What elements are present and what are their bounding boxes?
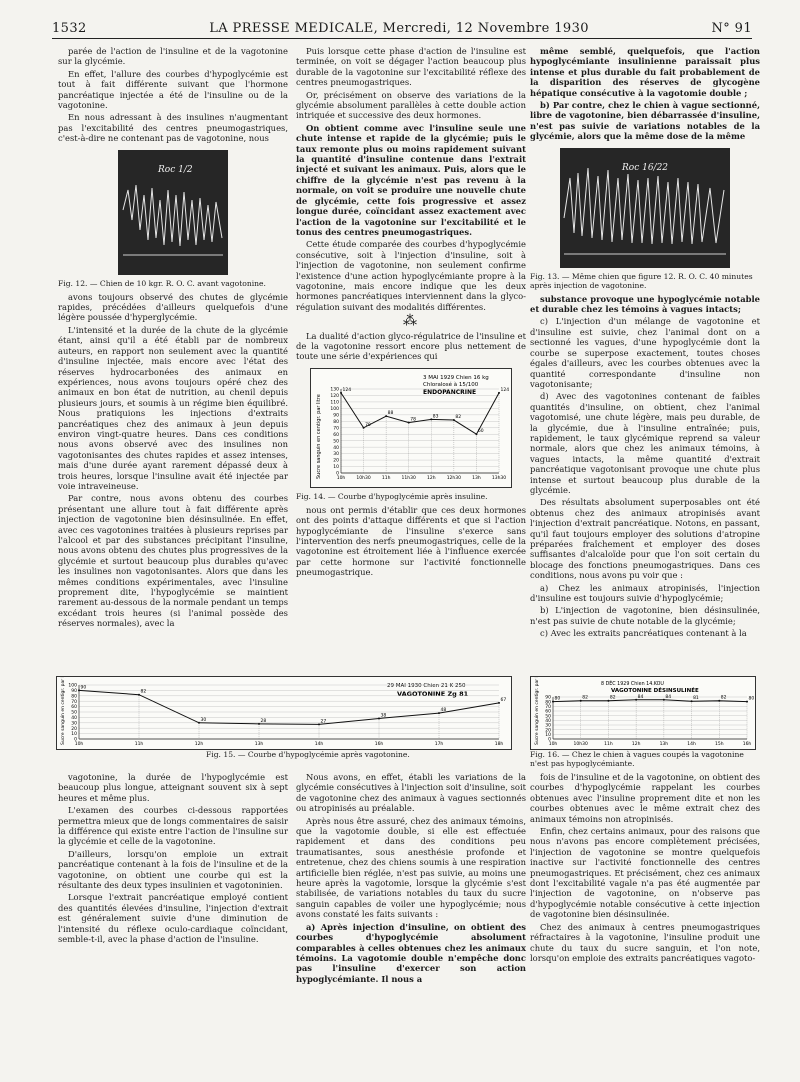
figure-14-product: ENDOPANCRINE: [423, 388, 477, 396]
paragraph: avons toujours observé des chutes de glycémie rapides, précédées d'ailleurs quelquefois d'une légère poussée d'hyperglycémie.: [58, 291, 288, 323]
fig14-data-label: 78: [410, 417, 416, 423]
fig15-x-tick: 18h: [494, 742, 504, 747]
fig15-y-tick: 60: [71, 705, 77, 711]
fig15-x-tick: 13h: [254, 742, 264, 747]
fig16-y-tick: 90: [545, 695, 551, 701]
paragraph: vagotonine, la durée de l'hypoglycémie est beaucoup plus longue, atteignant souvent six à sept heures et même plus.: [58, 772, 288, 803]
paragraph: Après nous être assuré, chez des animaux témoins, que la vagotomie double, si elle est effectuée rapidement et dans des conditions peu traumatisantes, sous anesthésie profonde et entretenue, chez des chiens soumis à une respiration artificielle bien réglée, n'est pas suivie, au moins une heure après la vagotomie, lorsque la glycémie s'est stabilisée, de variations notables du taux du sucre sanguin capables de voiler une hypoglycémie; nous avons constaté les faits suivants :: [296, 815, 526, 920]
fig15-y-tick: 70: [71, 699, 77, 705]
fig15-data-label: 67: [500, 697, 507, 703]
fig15-data-label: 28: [260, 718, 267, 724]
fig15-data-label: 82: [140, 689, 147, 695]
fig14-data-label: 60: [477, 429, 484, 435]
fig16-y-tick: 20: [545, 728, 551, 734]
fig15-y-tick: 10: [71, 732, 77, 738]
paragraph: Nous avons, en effet, établi les variations de la glycémie consécutives à l'injection soit d'insuline, soit de vagotonine chez des animaux à vagues sectionnés ou atropinisés au préalable.: [296, 772, 526, 814]
fig15-y-tick: 20: [71, 726, 77, 732]
fig14-x-tick: 13h: [472, 475, 481, 481]
figure-12-caption: Fig. 12. — Chien de 10 kgr. R. O. C. avant vagotonine.: [58, 278, 266, 288]
fig14-x-tick: 10h30: [356, 475, 371, 481]
fig14-data-label: 88: [387, 410, 394, 416]
fig15-x-tick: 12h: [194, 742, 204, 747]
fig14-x-tick: 10h: [336, 475, 346, 481]
figure-13-caption: Fig. 13. — Même chien que figure 12. R. O. C. 40 minutes après injection de vagotonine.: [530, 271, 753, 290]
fig15-x-tick: 16h: [374, 742, 384, 747]
figure-14-svg: [311, 369, 511, 487]
fig15-data-label: 27: [320, 719, 327, 725]
paragraph: L'examen des courbes ci-dessous rapportées permettra mieux que de longs commentaires de saisir la différence qui existe entre l'action de l'insuline sur la glycémie et celle de la vagotonine.: [58, 805, 288, 847]
figure-12-photo: [118, 150, 228, 275]
fig14-data-label: 70: [365, 422, 371, 428]
lower-column-3: [530, 772, 760, 965]
fig14-y-tick: 100: [330, 406, 339, 412]
paragraph: En nous adressant à des insulines n'augmentant pas l'excitabilité des centres pneumogastriques, c'est-à-dire ne contenant pas de vagotonine, nous: [58, 112, 288, 144]
paragraph: fois de l'insuline et de la vagotonine, on obtient des courbes d'hypoglycémie rappelant les courbes obtenues avec l'insuline proprement dite et non les courbes obtenues avec le même extrait chez des animaux témoins non atropinisés.: [530, 772, 760, 824]
figure-16-svg: [531, 677, 755, 749]
paragraph: a) Après injection d'insuline, on obtient des courbes d'hypoglycémie absolument comparables à celles obtenues chez les animaux témoins. La vagotomie double n'empêche donc pas l'insuline d'exercer son action hypoglycémiante. Il nous a: [296, 921, 526, 984]
figure-16-product: VAGOTONINE DÉSINSULINÉE: [611, 688, 699, 694]
fig16-x-tick: 15h: [714, 742, 724, 747]
figure-13-label: Roc 16/22: [622, 162, 669, 173]
fig14-series-line: [341, 393, 499, 434]
fig14-x-tick: 13h30: [491, 475, 507, 481]
fig14-y-tick: 10: [333, 464, 339, 470]
paragraph: c) L'injection d'un mélange de vagotonine et d'insuline est suivie, chez l'animal dont on a sectionné les vagues, d'une hypoglycémie dont la courbe se superpose exactement, toutes choses égales d'ailleurs, avec les courbes obtenues avec la quantité correspondante d'insuline non vagotonisante;: [530, 316, 760, 389]
fig15-y-tick: 90: [71, 689, 77, 694]
fig16-x-tick: 13h: [659, 742, 669, 747]
figure-16-caption: Fig. 16. — Chez le chien à vagues coupés la vagotonine n'est pas hypoglycémiante.: [530, 750, 744, 768]
fig14-y-tick: 30: [333, 451, 339, 457]
figure-16-date: 8 DÉC 1929 Chien 14.KOU: [601, 682, 664, 687]
fig15-y-tick: 100: [68, 683, 77, 689]
figure-14-date: 3 MAI 1929 Chien 16 kg: [423, 374, 489, 381]
fig15-data-label: 30: [200, 717, 207, 723]
paragraph: Lorsque l'extrait pancréatique employé contient des quantités élevées d'insuline, l'injection d'extrait est généralement suivie d'une diminution de l'intensité du réflexe oculo-cardiaque coïncidant, semble-t-il, avec la phase d'action de l'insuline.: [58, 892, 288, 945]
figure-15-ylabel: Sucre sanguin en centigr. par litre: [61, 677, 66, 745]
fig14-data-label: 124: [342, 387, 352, 393]
fig16-data-label: 82: [720, 695, 727, 701]
fig16-x-tick: 12h: [631, 742, 641, 747]
fig14-y-tick: 130: [330, 387, 339, 393]
fig14-y-tick: 120: [330, 393, 339, 399]
fig16-y-tick: 50: [545, 714, 551, 720]
page-number: 1532: [52, 21, 87, 36]
figure-15-svg: [57, 677, 511, 749]
fig16-data-label: 84: [665, 694, 672, 700]
fig15-y-tick: 30: [71, 721, 77, 727]
fig16-data-label: 81: [693, 696, 699, 702]
fig16-y-tick: 30: [545, 723, 551, 729]
fig15-data-label: 48: [440, 708, 447, 714]
fig16-data-label: 80: [554, 696, 561, 702]
lower-column-1: [58, 772, 288, 947]
fig16-x-tick: 11h: [604, 742, 613, 747]
figure-14-sublabel: Chloralosé à 15/100: [423, 381, 479, 388]
fig15-y-tick: 80: [71, 694, 77, 700]
fig15-x-tick: 10h: [74, 742, 84, 747]
paragraph: Des résultats absolument superposables ont été obtenus chez des animaux atropinisés avant l'injection d'extrait pancréatique. Notons, en passant, qu'il faut toujours employer des solutions d'atropine préparées fraîchement et employer des doses suffisantes d'alcaloïde pour que l'on soit certain du blocage des fonctions pneumogastriques. Dans ces conditions, nous avons pu voir que :: [530, 497, 760, 581]
fig15-data-label: 38: [380, 713, 387, 719]
fig14-x-tick: 12h30: [446, 475, 462, 481]
fig14-y-tick: 70: [333, 426, 339, 432]
fig16-x-tick: 16h: [742, 742, 752, 747]
paragraph: d) Avec des vagotonines contenant de faibles quantités d'insuline, on obtient, chez l'animal vagotomisé, une chute légère, mais peu durable, de la glycémie, due à l'insuline entraînée; puis, rapidement, le taux glycémique reprend sa valeur normale, alors que chez les animaux témoins, à vagues intacts, la même quantité d'extrait pancréatique vagotonisant provoque une chute plus intense et surtout beaucoup plus durable de la glycémie.: [530, 391, 760, 495]
figure-15-date: 29 MAI 1930 Chien 21 K 250: [387, 683, 466, 689]
fig16-data-label: 80: [748, 696, 755, 702]
paragraph: substance provoque une hypoglycémie notable et durable chez les témoins à vagues intacts;: [530, 293, 760, 315]
column-1: [58, 46, 288, 631]
fig15-x-tick: 14h: [314, 742, 324, 747]
figure-15-caption: Fig. 15. — Courbe d'hypoglycémie après vagotonine.: [206, 750, 410, 759]
paragraph: La dualité d'action glyco-régulatrice de l'insuline et de la vagotonine ressort encore plus nettement de toute une série d'expériences qui: [296, 330, 526, 362]
figure-15-chart: [56, 676, 512, 750]
paragraph: D'ailleurs, lorsqu'on emploie un extrait pancréatique contenant à la fois de l'insuline et de la vagotonine, on obtient une courbe qui est la résultante des deux types insulinien et vagotoninien.: [58, 848, 288, 891]
fig16-x-tick: 10h30: [573, 742, 588, 747]
paragraph: a) Chez les animaux atropinisés, l'injection d'insuline est toujours suivie d'hypoglycémie;: [530, 582, 760, 604]
figure-14-ylabel: Sucre sanguin en centigr. par litre: [316, 393, 322, 479]
paragraph: Or, précisément on observe des variations de la glycémie absolument parallèles à cette double action intriquée et successive des deux hormones.: [296, 89, 526, 121]
figure-13-photo: [560, 148, 730, 268]
figure-13-trace: [560, 148, 730, 268]
paragraph: parée de l'action de l'insuline et de la vagotonine sur la glycémie.: [58, 46, 288, 67]
paragraph: b) Par contre, chez le chien à vague sectionné, libre de vagotonine, bien débarrassée d'insuline, n'est pas suivie de variations notables de la glycémie, alors que la même dose de la même: [530, 100, 760, 142]
fig16-y-tick: 40: [545, 718, 551, 724]
paragraph: Enfin, chez certains animaux, pour des raisons que nous n'avons pas encore complètement précisées, l'injection de vagotonine se montre quelquefois inactive sur l'activité fonctionnelle des centres pneumogastriques. Et précisément, chez ces animaux dont l'excitabilité vagale n'a pas été augmentée par l'injection de vagotonine, on n'observe pas d'hypoglycémie notable consécutive à cette injection de vagotonine bien désinsulinée.: [530, 826, 760, 920]
fig16-y-tick: 10: [545, 732, 551, 738]
figure-12-trace: [118, 150, 228, 275]
paragraph: Par contre, nous avons obtenu des courbes présentant une allure tout à fait différente après injection de vagotonine bien désinsulinée. En effet, avec ces vagotonines traitées à plusieurs reprises par l'alcool et par des substances précipitant l'insuline, nous avons obtenu des chutes plus progressives de la glycémie et surtout beaucoup plus durables qu'avec les insulines non vagotonisantes. Alors que dans les mêmes conditions expérimentales, avec l'insuline proprement dite, l'hypoglycémie se maintient rarement au-dessous de la normale pendant un temps excédant trois heures (si l'animal possède des réserves normales), avec la: [58, 493, 288, 629]
fig14-y-tick: 40: [333, 445, 339, 451]
paragraph: Chez des animaux à centres pneumogastriques réfractaires à la vagotonine, l'insuline produit une chute du taux du sucre sanguin, et l'on note, lorsqu'on emploie des extraits pancréatiques vagoto-: [530, 921, 760, 963]
page-header: [52, 14, 752, 39]
fig16-y-tick: 60: [545, 709, 551, 715]
figure-16-chart: [530, 676, 756, 750]
paragraph: L'intensité et la durée de la chute de la glycémie étant, ainsi qu'il a été établi par de nombreux auteurs, en rapport non seulement avec la quantité d'insuline injectée, mais encore avec l'état des réserves hydrocarbonées des animaux en expériences, nous avons toujours opéré chez des animaux en bon état de nutrition, au chenil depuis plusieurs jours, et soumis à un régime bien équilibré. Nous pratiquions les injections d'extraits pancréatiques chez des animaux à jeun depuis environ vingt-quatre heures. Dans ces conditions nous avons observé avec des insulines non vagotonisantes des chutes rapides et assez intenses, mais d'une durée ayant rarement dépassé deux à trois heures, lorsque l'insuline avait été injectée par voie intraveineuse.: [58, 324, 288, 491]
paragraph: nous ont permis d'établir que ces deux hormones ont des points d'attaque différents et que si l'action hypoglycémiante de l'insuline s'exerce sans l'intervention des nerfs pneumogastriques, celle de la vagotonine est étroitement liée à l'influence exercée par cette hormone sur l'activité fonctionnelle pneumogastrique.: [296, 504, 526, 578]
fig16-data-label: 84: [637, 694, 644, 700]
column-2: [296, 46, 526, 580]
fig15-y-tick: 40: [71, 716, 77, 721]
paragraph: Cette étude comparée des courbes d'hypoglycémie consécutive, soit à l'injection d'insuline, soit à l'injection de vagotonine, non seulement confirme l'existence d'une action hypoglycémiante propre à la vagotonine, mais encore indique que les deux hormones pancréatiques interviennent dans la glyco-régulation suivant des modalités différentes.: [296, 239, 526, 312]
fig16-y-tick: 70: [545, 704, 551, 710]
figure-16-ylabel: Sucre sanguin en centigr. par litre: [535, 677, 540, 745]
journal-title: LA PRESSE MEDICALE, Mercredi, 12 Novembre 1930: [209, 21, 589, 36]
issue-number: N° 91: [711, 21, 752, 36]
fig16-y-tick: 80: [545, 700, 551, 706]
fig16-x-tick: 10h: [548, 742, 558, 747]
figure-12-label: Roc 1/2: [158, 164, 193, 175]
fig15-y-tick: 50: [71, 710, 77, 716]
fig15-y-tick: 0: [74, 737, 77, 743]
fig16-data-label: 82: [609, 695, 616, 701]
figure-15-product: VAGOTONINE Zg 81: [397, 690, 469, 698]
fig16-y-tick: 0: [548, 737, 551, 743]
fig14-y-tick: 110: [330, 400, 339, 406]
fig16-data-label: 82: [582, 695, 588, 701]
figure-12: [58, 150, 288, 288]
fig14-y-tick: 0: [336, 471, 339, 477]
fig14-y-tick: 60: [333, 432, 339, 438]
section-asterism: ⁂: [403, 313, 419, 330]
fig16-x-tick: 14h: [687, 742, 696, 747]
fig14-data-label: 124: [500, 387, 510, 393]
fig14-x-tick: 12h: [426, 475, 436, 481]
paragraph: b) L'injection de vagotonine, bien désinsulinée, n'est pas suivie de chute notable de la glycémie;: [530, 605, 760, 626]
paragraph: On obtient comme avec l'insuline seule une chute intense et rapide de la glycémie; puis le taux remonte plus ou moins rapidement suivant la quantité d'insuline contenue dans l'extrait injecté et suivant les animaux. Puis, alors que le chiffre de la glycémie n'est pas revenu à la normale, on voit se produire une nouvelle chute de glycémie, cette fois progressive et assez longue durée, coïncidant assez exactement avec l'action de la vagotonine sur l'excitabilité et le tonus des centres pneumogastriques.: [296, 122, 526, 237]
figure-14-caption: Fig. 14. — Courbe d'hypoglycémie après insuline.: [296, 491, 488, 501]
column-3: [530, 46, 760, 641]
fig15-data-label: 90: [80, 685, 87, 691]
fig14-data-label: 83: [432, 414, 439, 420]
paragraph: Puis lorsque cette phase d'action de l'insuline est terminée, on voit se dégager l'action beaucoup plus durable de la vagotonine sur l'excitabilité réflexe des centres pneumogastriques.: [296, 46, 526, 88]
fig14-data-label: 82: [455, 414, 462, 420]
wide-charts-row: [56, 672, 756, 768]
fig14-y-tick: 50: [333, 439, 339, 445]
fig14-x-tick: 11h30: [401, 475, 416, 481]
fig14-y-tick: 90: [333, 413, 339, 419]
paragraph: c) Avec les extraits pancréatiques contenant à la: [540, 628, 747, 639]
fig14-y-tick: 20: [333, 458, 339, 464]
lower-column-2: [296, 772, 526, 986]
fig15-x-tick: 17h: [434, 742, 444, 747]
figure-14: [296, 368, 526, 501]
figure-14-chart: [310, 368, 512, 488]
fig14-y-tick: 80: [333, 419, 339, 425]
paragraph: En effet, l'allure des courbes d'hypoglycémie est tout à fait différente suivant que l'hormone pancréatique injectée a été de l'insuline ou de la vagotonine.: [58, 68, 288, 111]
figure-13: [530, 148, 760, 290]
fig15-x-tick: 11h: [134, 742, 144, 747]
paragraph: même semblé, quelquefois, que l'action hypoglycémiante insulinienne paraissait plus intense et plus durable du fait probablement de la disparition des réserves de glycogène hépatique consécutive à la vagotomie double ;: [530, 46, 760, 98]
fig14-x-tick: 11h: [381, 475, 391, 481]
